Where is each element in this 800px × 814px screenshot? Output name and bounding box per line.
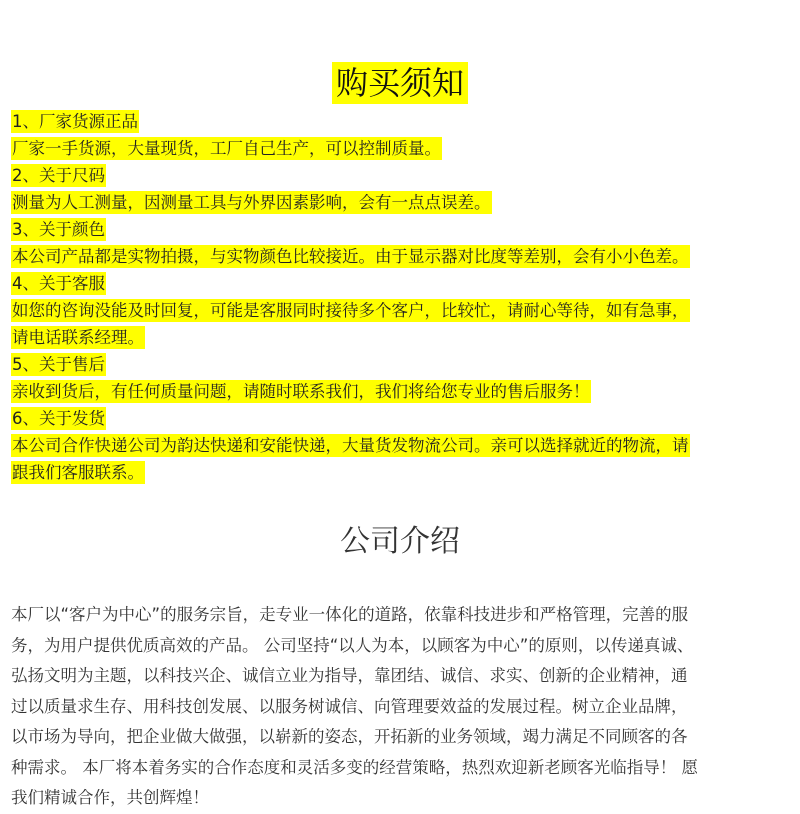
notice-line — [11, 432, 796, 459]
notice-line-text: 测量为人工测量，因测量工具与外界因素影响，会有一点点误差。 — [12, 193, 491, 212]
notice-line — [11, 297, 796, 324]
notice-line-text: 3、关于颜色 — [12, 220, 105, 239]
notice-line-text: 5、关于售后 — [12, 355, 105, 374]
intro-line: 弘扬文明为主题，以科技兴企、诚信立业为指导，靠团结、诚信、求实、创新的企业精神，通 — [11, 666, 688, 685]
notice-line — [11, 243, 796, 270]
notice-line — [11, 108, 796, 135]
notice-line-text: 1、厂家货源正品 — [12, 112, 138, 131]
notice-line — [11, 405, 796, 432]
purchase-notice-heading — [0, 62, 800, 104]
notice-line-text: 亲收到货后，有任何质量问题，请随时联系我们，我们将给您专业的售后服务！ — [12, 382, 590, 401]
intro-line: 过以质量求生存、用科技创发展、以服务树诚信、向管理要效益的发展过程。树立企业品牌， — [11, 696, 688, 716]
notice-line — [11, 162, 796, 189]
intro-line: 本厂以“客户为中心”的服务宗旨，走专业一体化的道路，依靠科技进步和严格管理，完善的服 — [11, 605, 689, 624]
notice-line-text: 本公司合作快递公司为韵达快递和安能快递，大量货发物流公司。亲可以选择就近的物流，请 — [12, 436, 689, 455]
notice-line — [11, 135, 796, 162]
notice-line-text: 请电话联系经理。 — [12, 328, 144, 347]
notice-line-text: 4、关于客服 — [12, 274, 105, 293]
company-intro-paragraph — [11, 600, 796, 814]
notice-line — [11, 270, 796, 297]
intro-line: 种需求。 本厂将本着务实的合作态度和灵活多变的经营策略，热烈欢迎新老顾客光临指导！ 愿 — [11, 757, 698, 777]
notice-line-text: 如您的咨询没能及时回复，可能是客服同时接待多个客户，比较忙，请耐心等待，如有急事， — [12, 301, 689, 320]
notice-line — [11, 378, 796, 405]
purchase-notice-list — [11, 108, 796, 486]
company-intro-heading — [0, 522, 800, 562]
notice-line — [11, 351, 796, 378]
purchase-notice-title: 购买须知 — [332, 62, 468, 104]
notice-line-text: 厂家一手货源，大量现货，工厂自己生产，可以控制质量。 — [12, 139, 441, 158]
notice-line-text: 跟我们客服联系。 — [12, 463, 144, 482]
notice-line — [11, 189, 796, 216]
company-intro-title: 公司介绍 — [340, 524, 460, 559]
notice-line-text: 6、关于发货 — [12, 409, 105, 428]
notice-line — [11, 216, 796, 243]
notice-line-text: 本公司产品都是实物拍摄，与实物颜色比较接近。由于显示器对比度等差别，会有小小色差。 — [12, 247, 689, 266]
intro-line: 以市场为导向，把企业做大做强，以崭新的姿态，开拓新的业务领域，竭力满足不同顾客的各 — [11, 727, 688, 746]
notice-line — [11, 459, 796, 486]
intro-line: 务，为用户提供优质高效的产品。 公司坚持“以人为本，以顾客为中心”的原则，以传递真诚、 — [11, 635, 694, 655]
notice-line — [11, 324, 796, 351]
intro-line: 我们精诚合作，共创辉煌！ — [11, 788, 209, 807]
notice-line-text: 2、关于尺码 — [12, 166, 105, 185]
